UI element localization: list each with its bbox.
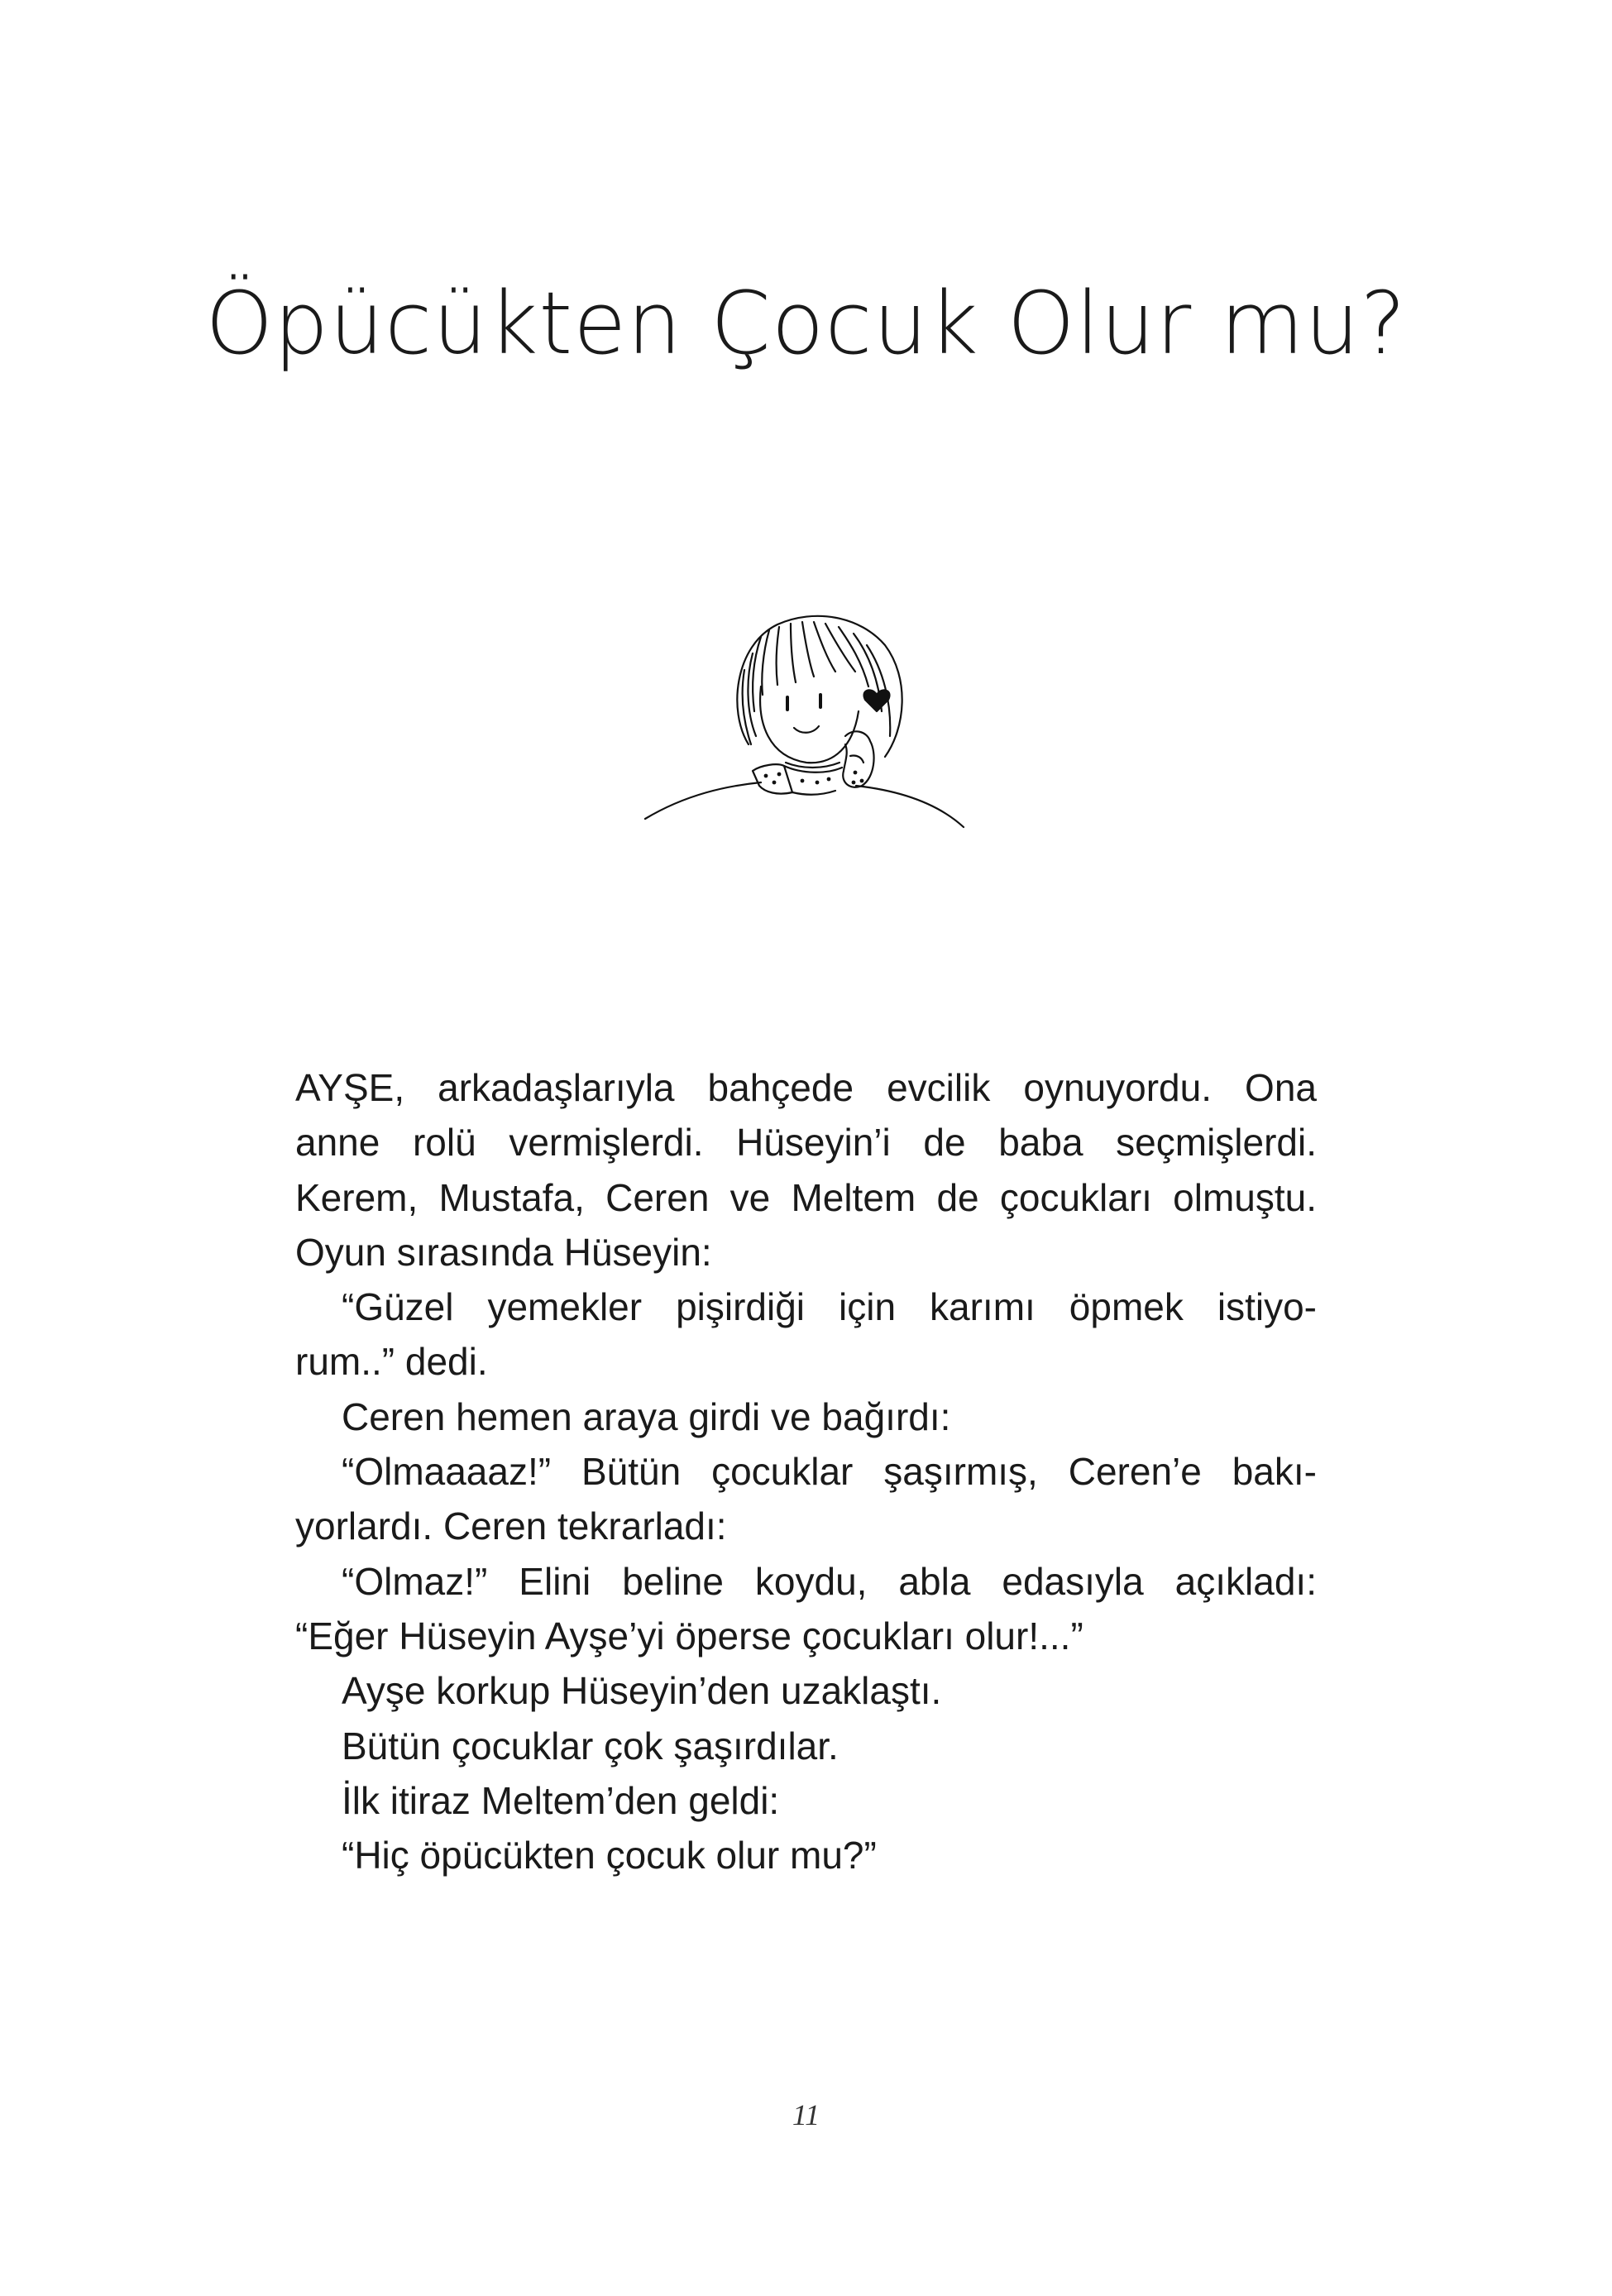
text-line: Ceren hemen araya girdi ve bağırdı: (342, 1394, 951, 1438)
text-line: “Olmaaaaz!” Bütün çocuklar şaşırmış, Ceren’e bakı- (342, 1450, 1317, 1494)
text-line: AYŞE, arkadaşlarıyla bahçede evcilik oynuyordu. Ona (295, 1066, 1317, 1109)
text-line: yorlardı. Ceren tekrarladı: (295, 1504, 727, 1548)
text-line: “Olmaz!” Elini beline koydu, abla edasıyla açıkladı: (342, 1559, 1317, 1603)
page-title: Öpücükten Çocuk Olur mu? (205, 273, 1407, 374)
text-line: Bütün çocuklar çok şaşırdılar. (342, 1724, 839, 1767)
text-line: Ayşe korkup Hüseyin’den uzaklaştı. (342, 1669, 942, 1713)
girl-illustration (637, 579, 968, 844)
text-line: İlk itiraz Meltem’den geldi: (342, 1778, 780, 1822)
text-line: Oyun sırasında Hüseyin: (295, 1230, 712, 1274)
page-number: 11 (792, 2098, 820, 2131)
text-line: “Hiç öpücükten çocuk olur mu?” (342, 1834, 877, 1877)
story-text (295, 1060, 1317, 1882)
text-line: Kerem, Mustafa, Ceren ve Meltem de çocukları olmuştu. (295, 1175, 1317, 1219)
text-line: rum..” dedi. (295, 1340, 488, 1384)
text-line: “Eğer Hüseyin Ayşe’yi öperse çocukları olur!...” (295, 1614, 1083, 1657)
text-line: “Güzel yemekler pişirdiği için karımı öpmek istiyo- (342, 1285, 1317, 1329)
text-line: anne rolü vermişlerdi. Hüseyin’i de baba seçmişlerdi. (295, 1121, 1317, 1165)
